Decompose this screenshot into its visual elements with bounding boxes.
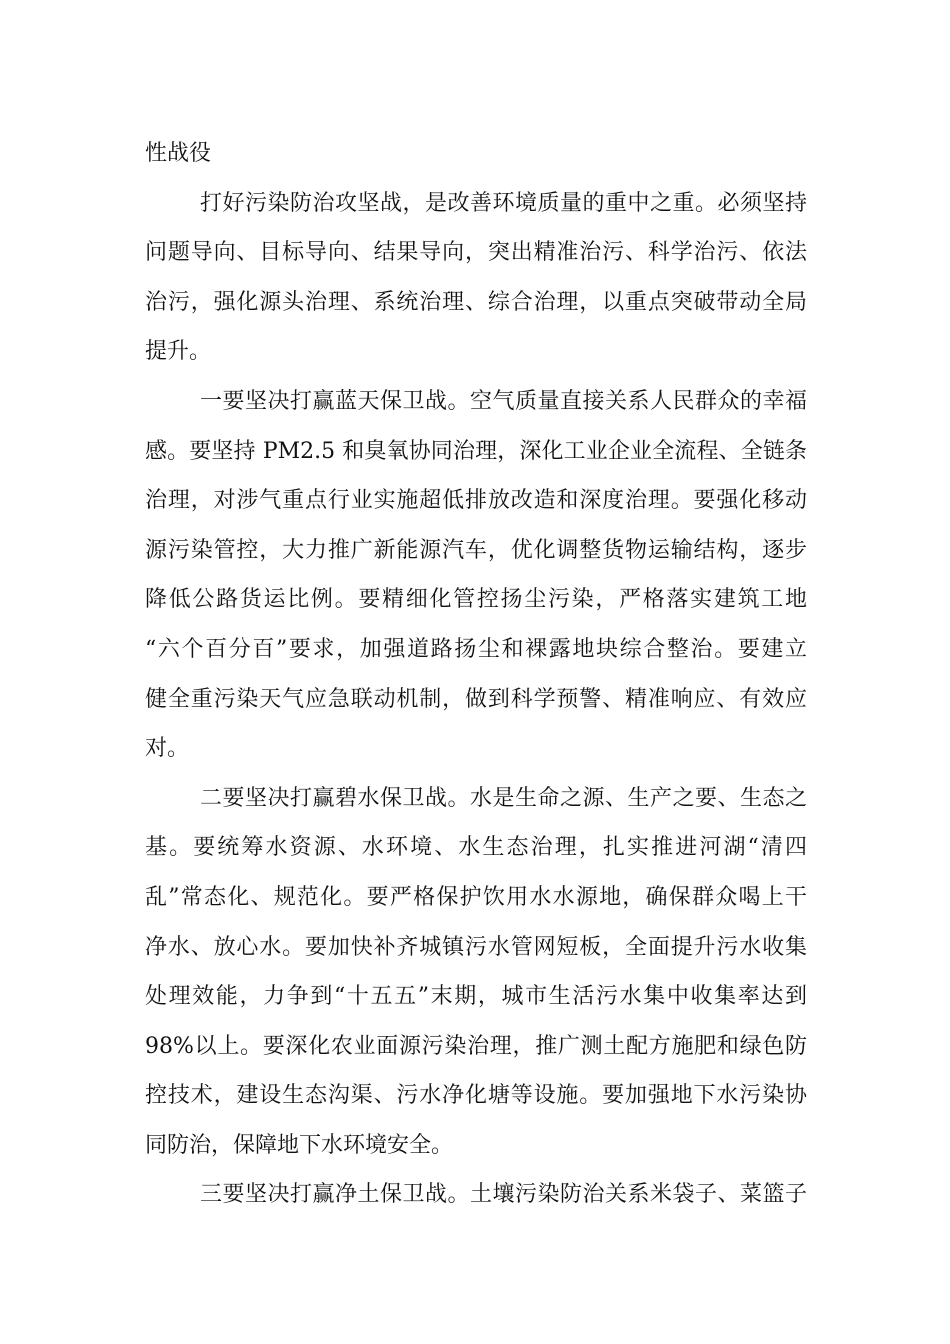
text-line: 感。要坚持 PM2.5 和臭氧协同治理，深化工业企业全流程、全链条 [145,438,807,464]
paragraph-pollution-prevention [145,179,807,377]
text-line: 乱”常态化、规范化。要严格保护饮用水水源地，确保群众喝上干 [145,884,807,910]
text-line: 降低公路货运比例。要精细化管控扬尘污染，严格落实建筑工地 [145,587,807,613]
text-line: “六个百分百”要求，加强道路扬尘和裸露地块综合整治。要建立 [145,636,807,662]
paragraph-clear-water [145,774,807,1171]
text-line: 治污，强化源头治理、系统治理、综合治理，以重点突破带动全局 [145,289,807,315]
text-line: 治理，对涉气重点行业实施超低排放改造和深度治理。要强化移动 [145,488,807,514]
paragraph-clean-soil [145,1170,807,1220]
text-line: 基。要统筹水资源、水环境、水生态治理，扎实推进河湖“清四 [145,835,807,861]
text-line: 一要坚决打赢蓝天保卫战。空气质量直接关系人民群众的幸福 [200,388,807,414]
text-line: 同防治，保障地下水环境安全。 [145,1132,454,1158]
text-line: 控技术，建设生态沟渠、污水净化塘等设施。要加强地下水污染协 [145,1083,807,1109]
text-line: 净水、放心水。要加快补齐城镇污水管网短板，全面提升污水收集 [145,934,807,960]
text-line: 源污染管控，大力推广新能源汽车，优化调整货物运输结构，逐步 [145,537,807,563]
paragraph-blue-sky [145,377,807,774]
text-line: 健全重污染天气应急联动机制，做到科学预警、精准响应、有效应 [145,686,807,712]
text-line: 问题导向、目标导向、结果导向，突出精准治污、科学治污、依法 [145,240,807,266]
paragraph-continuation [145,129,807,179]
text-line: 打好污染防治攻坚战，是改善环境质量的重中之重。必须坚持 [200,190,807,216]
text-line: 对。 [145,736,190,762]
text-line: 提升。 [145,339,212,365]
text-line: 二要坚决打赢碧水保卫战。水是生命之源、生产之要、生态之 [200,785,807,811]
text-line: 性战役 [145,141,212,166]
document-body [145,129,807,1220]
text-line: 98%以上。要深化农业面源污染治理，推广测土配方施肥和绿色防 [145,1033,807,1059]
text-line: 三要坚决打赢净土保卫战。土壤污染防治关系米袋子、菜篮子 [200,1182,807,1208]
text-line: 处理效能，力争到“十五五”末期，城市生活污水集中收集率达到 [145,984,807,1010]
